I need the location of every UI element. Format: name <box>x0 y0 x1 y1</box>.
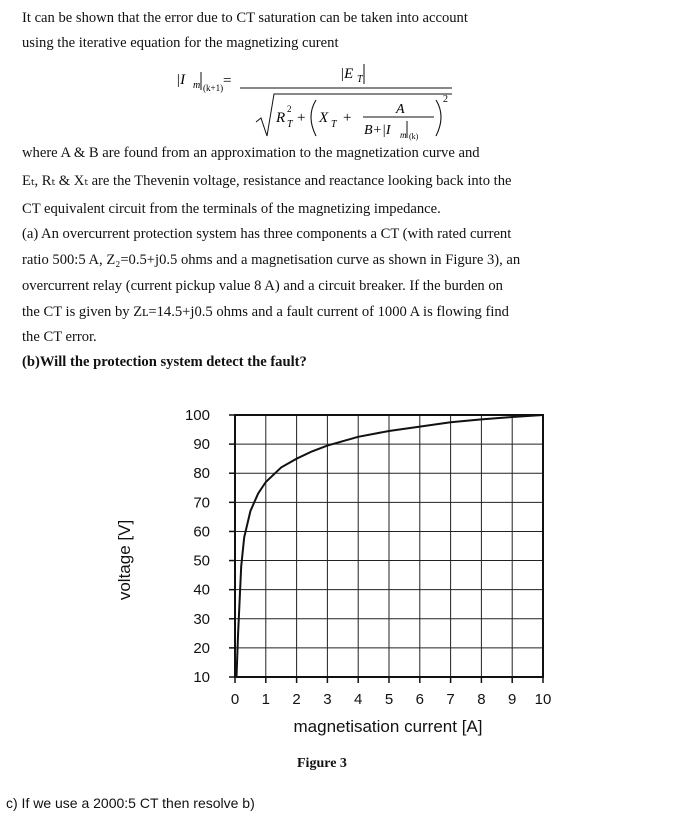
formula-plus-1: + <box>297 110 306 126</box>
x-tick-label-0: 0 <box>230 691 240 708</box>
formula-r-sup: 2 <box>287 104 292 114</box>
body-line-7: ratio 500:5 A, Z₂=0.5+j0.5 ohms and a magnetisation curve as shown in Figure 3), an <box>22 252 521 268</box>
body-line-4: Eₜ, Rₜ & Xₜ are the Thevenin voltage, resistance and reactance looking back into the <box>22 173 512 189</box>
y-tick-label-90: 90 <box>193 436 210 454</box>
x-tick-label-10: 10 <box>534 691 552 708</box>
x-tick-label-6: 6 <box>415 691 424 708</box>
formula-frac-den-iter: (k) <box>409 132 419 141</box>
magnetizing-current-equation <box>0 0 697 150</box>
formula-frac-num: A <box>396 102 405 117</box>
y-tick-label-100: 100 <box>184 407 210 424</box>
body-line-8: overcurrent relay (current pickup value 8 A) and a circuit breaker. If the burden on <box>22 278 503 294</box>
formula-lhs-iter: (k+1) <box>203 83 224 93</box>
body-line-10: the CT error. <box>22 329 97 345</box>
part-c-question: c) If we use a 2000:5 CT then resolve b) <box>6 795 255 811</box>
formula-equals: = <box>223 73 232 89</box>
formula-numerator-sub: T <box>357 74 363 85</box>
magnetisation-chart <box>0 390 697 750</box>
formula-r-term: R <box>276 110 286 126</box>
body-line-5: CT equivalent circuit from the terminals of the magnetizing impedance. <box>22 201 441 217</box>
x-tick-label-2: 2 <box>292 691 301 708</box>
intro-line-1: It can be shown that the error due to CT saturation can be taken into account <box>22 10 468 26</box>
y-tick-label-50: 50 <box>193 552 210 570</box>
figure-label: Figure 3 <box>297 756 347 771</box>
y-tick-label-70: 70 <box>193 494 210 512</box>
x-tick-label-9: 9 <box>508 691 517 708</box>
formula-x-sub: T <box>331 119 337 130</box>
body-line-3: where A & B are found from an approximation to the magnetization curve and <box>22 145 480 161</box>
body-line-6: (a) An overcurrent protection system has three components a CT (with rated current <box>22 226 512 242</box>
formula-lhs: |I <box>176 72 186 88</box>
x-tick-label-1: 1 <box>261 691 270 708</box>
y-tick-label-30: 30 <box>193 610 210 628</box>
chart-series-line <box>237 415 544 677</box>
x-tick-label-7: 7 <box>446 691 455 708</box>
formula-plus-2: + <box>343 110 352 126</box>
formula-numerator: |E <box>340 66 354 82</box>
formula-frac-den: B+|I <box>364 123 391 138</box>
y-tick-label-60: 60 <box>193 523 210 541</box>
y-tick-label-20: 20 <box>193 639 210 657</box>
x-tick-label-4: 4 <box>354 691 363 708</box>
body-line-9: the CT is given by Zʟ=14.5+j0.5 ohms and a fault current of 1000 A is flowing find <box>22 304 509 320</box>
formula-sqrt <box>256 94 452 136</box>
intro-line-2: using the iterative equation for the magnetizing curent <box>22 35 339 51</box>
body-line-11: (b)Will the protection system detect the fault? <box>22 354 307 370</box>
chart-xlabel: magnetisation current [A] <box>293 717 483 736</box>
chart-y-ticks <box>185 407 235 686</box>
formula-left-paren <box>311 100 316 136</box>
x-tick-label-8: 8 <box>477 691 486 708</box>
y-tick-label-10: 10 <box>193 669 210 686</box>
chart-grid <box>235 415 543 677</box>
y-tick-label-40: 40 <box>193 581 210 599</box>
formula-r-sub: T <box>287 119 293 130</box>
formula-lhs-sub: m <box>193 80 201 91</box>
x-tick-label-3: 3 <box>323 691 332 708</box>
formula-x-term: X <box>319 110 329 126</box>
formula-right-paren <box>436 100 441 136</box>
formula-frac-den-sub: m <box>400 130 407 140</box>
y-tick-label-80: 80 <box>193 465 210 483</box>
x-tick-label-5: 5 <box>384 691 394 708</box>
chart-x-ticks <box>231 677 552 708</box>
formula-power: 2 <box>443 94 448 105</box>
chart-ylabel: voltage [V] <box>115 519 134 601</box>
